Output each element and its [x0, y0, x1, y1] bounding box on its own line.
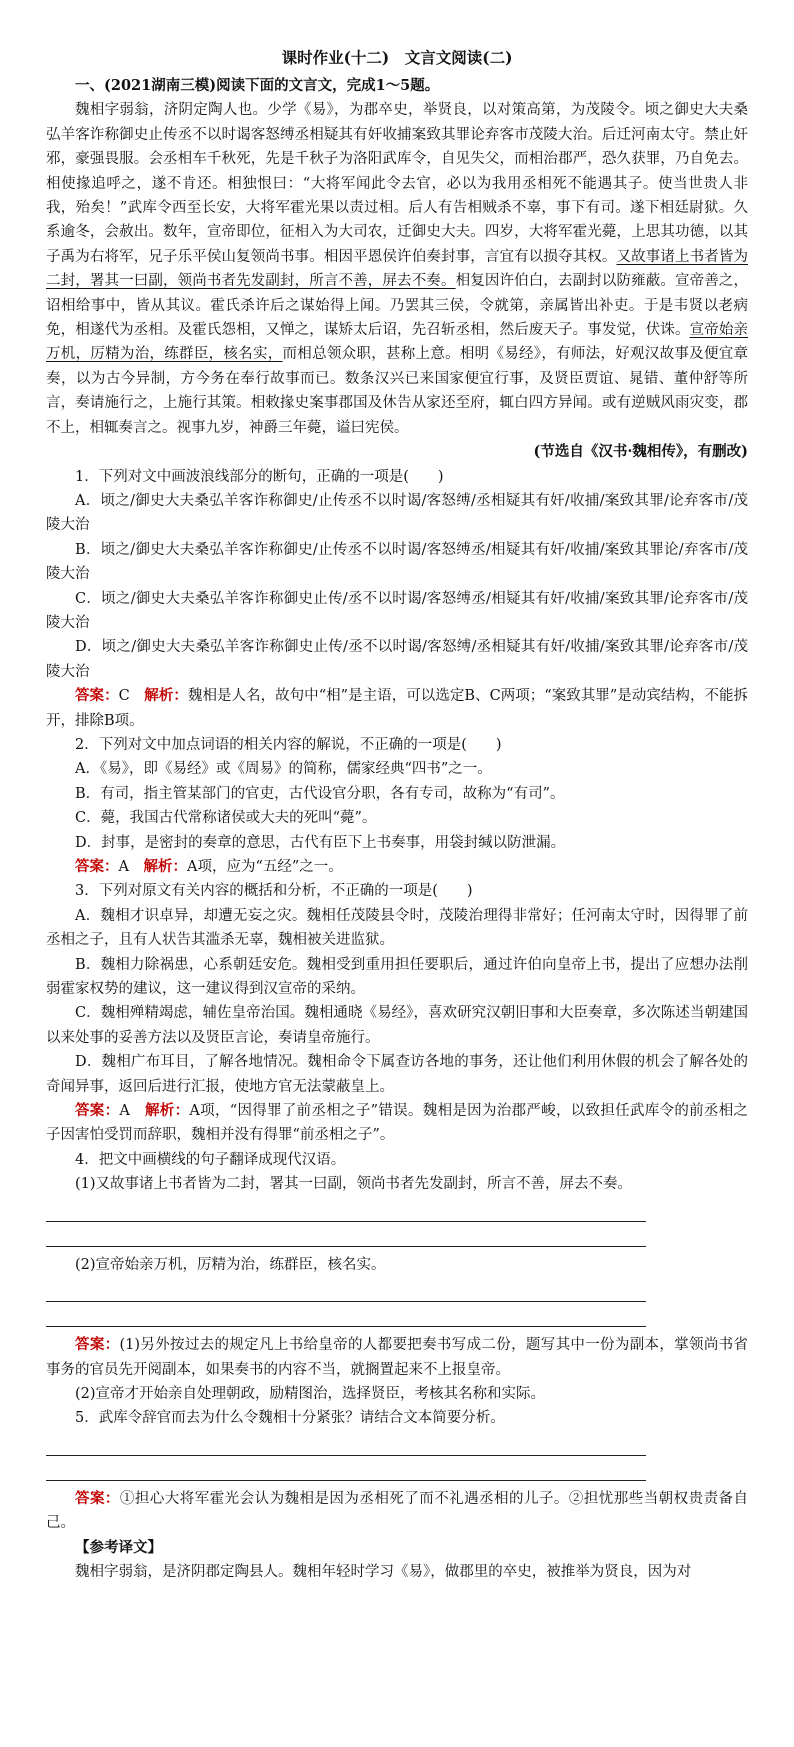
answer-line — [46, 1456, 646, 1481]
question-3-answer — [46, 1099, 748, 1148]
question-4-answer-1 — [46, 1333, 748, 1382]
answer-label: 答案： — [75, 1489, 120, 1507]
answer-text: ①担心大将军霍光会认为魏相是因为丞相死了而不礼遇丞相的儿子。②担忧那些当朝权贵责备自己。 — [46, 1490, 749, 1532]
answer-line — [46, 1222, 646, 1247]
passage-text-2: 相复因许伯白，去副封以防雍蔽。宣帝善之，诏相给事中，皆从其议。霍氏杀许后之谋始得上闻。乃罢其三侯，令就第，亲属皆出补吏。于是韦贤以老病免，相遂代为丞相。及霍氏怨相，又惮之，谋矫太后诏，先召斩丞相，然后废天子。事发觉，伏诛。 — [46, 273, 749, 339]
explanation-text: A项，应为“五经”之一。 — [186, 859, 343, 875]
explanation-text: A项，“因得罪了前丞相之子”错误。魏相是因为治郡严峻，以致担任武库令的前丞相之子因害怕受罚而辞职，魏相并没有得罪“前丞相之子”。 — [46, 1103, 749, 1144]
answer-label: 答案： — [75, 687, 119, 705]
passage-text-3: 而相总领众职，甚称上意。相明《易经》，有师法，好观汉故事及便宜章奏，以为古今异制，方今务在奉行故事而已。数条汉兴已来国家便宜行事，及贤臣贾谊、晁错、董仲舒等所言，奏请施行之，上施行其策。相敕掾史案事郡国及休告从家还至府，辄白四方异闻。或有逆贼风雨灾变，郡不上，相辄奏言之。视事九岁，神爵三年薨，谥曰宪侯。 — [46, 346, 749, 436]
question-5-stem: 5．武库令辞官而去为什么令魏相十分紧张？请结合文本简要分析。 — [75, 1410, 505, 1427]
question-1-option-a: A．顷之/御史大夫桑弘羊客诈称御史/止传丞不以时谒/客怒缚/丞相疑其有奸/收捕/案致其罪/论弃客市/茂陵大治 — [46, 492, 748, 534]
answer-label: 答案： — [75, 858, 119, 875]
question-3-option-b: B．魏相力除祸患，心系朝廷安危。魏相受到重用担任要职后，通过许伯向皇帝上书，提出了应想办法削弱霍家权势的建议，这一建议得到汉宣帝的采纳。 — [46, 956, 748, 998]
question-3-stem: 3．下列对原文有关内容的概括和分析，不正确的一项是( ) — [75, 883, 473, 900]
answer-line — [46, 1302, 646, 1327]
answer-line — [46, 1431, 646, 1456]
section-intro: 一、(2021湖南三模)阅读下面的文言文，完成1～5题。 — [75, 77, 440, 94]
explanation-label: 解析： — [143, 858, 187, 875]
answer-value: A — [119, 1103, 130, 1120]
answer-text: (1)另外按过去的规定凡上书给皇帝的人都要把奏书写成二份，题写其中一份为副本，掌领尚书省事务的官员先开阅副本，如果奏书的内容不当，就搁置起来不上报皇帝。 — [46, 1337, 749, 1378]
passage-source: (节选自《汉书·魏相传》，有删改) — [533, 443, 748, 461]
question-1-option-b: B．顷之/御史大夫桑弘羊客诈称御史/止传丞不以时谒/客怒缚丞/相疑其有奸/收捕/案致其罪论/弃客市/茂陵大治 — [46, 541, 748, 583]
question-2-answer — [46, 855, 748, 879]
answer-lines-3 — [46, 1431, 748, 1481]
question-1-answer — [46, 684, 748, 733]
underlined-sentence-2: 宣帝始亲万机，厉精为治，练群臣，核名实， — [46, 322, 749, 363]
answer-lines-2 — [46, 1277, 748, 1327]
question-2-option-b: B．有司，指主管某部门的官吏，古代设官分职，各有专司，故称为“有司”。 — [75, 785, 565, 802]
question-4-stem: 4．把文中画横线的句子翻译成现代汉语。 — [75, 1151, 346, 1168]
question-3-option-c: C．魏相殚精竭虑，辅佐皇帝治国。魏相通晓《易经》，喜欢研究汉朝旧事和大臣奏章，多次陈述当朝建国以来处事的妥善方法以及贤臣言论，奏请皇帝施行。 — [46, 1005, 748, 1046]
question-4-sentence-1: (1)又故事诸上书者皆为二封，署其一曰副，领尚书者先发副封，所言不善，屏去不奏。 — [75, 1176, 633, 1193]
answer-line — [46, 1277, 646, 1302]
answer-line — [46, 1197, 646, 1222]
explanation-label: 解析： — [145, 1102, 190, 1120]
question-3-option-d: D．魏相广布耳目，了解各地情况。魏相命令下属查访各地的事务，还让他们利用休假的机会了解各处的奇闻异事，返回后进行汇报，使地方官无法蒙蔽皇上。 — [46, 1054, 748, 1095]
explanation-label: 解析： — [144, 687, 188, 705]
passage-text-1: 魏相字弱翁，济阴定陶人也。少学《易》，为郡卒史，举贤良，以对策高第，为茂陵令。顷之御史大夫桑弘羊客诈称御史止传丞不以时谒客怒缚丞相疑其有奸收捕案致其罪论弃客市茂陵大治。后迁河南太守。禁止奸邪，豪强畏服。会丞相车千秋死，先是千秋子为洛阳武库令，自见失父，而相治郡严，恐久获罪，乃自免去。相使掾追呼之，遂不肯还。相独恨曰：“大将军闻此令去官，必以为我用丞相死不能遇其子。使当世贵人非我，殆矣！”武库令西至长安，大将军霍光果以责过相。后人有告相贼杀不辜，事下有司。遂下相廷尉狱。久系逾冬，会赦出。数年，宣帝即位，征相入为大司农，迁御史大夫。四岁，大将军霍光薨，上思其功德，以其子禹为右将军，兄子乐平侯山复领尚书事。相因平恩侯许伯奏封事，言宜有以损夺其权。 — [46, 102, 748, 265]
question-4-answer-2: (2)宣帝才开始亲自处理朝政，励精图治，选择贤臣，考核其名称和实际。 — [75, 1385, 546, 1402]
question-1-option-d: D．顷之/御史大夫桑弘羊客诈称御史止传/丞不以时谒/客怒缚/丞相疑其有奸/收捕/案致其罪/论弃客市/茂陵大治 — [46, 639, 748, 680]
answer-label: 答案： — [75, 1102, 120, 1120]
passage — [46, 98, 748, 440]
question-4-sentence-2: (2)宣帝始亲万机，厉精为治，练群臣，核名实。 — [75, 1256, 386, 1273]
question-3-option-a: A．魏相才识卓异，却遭无妄之灾。魏相任茂陵县令时，茂陵治理得非常好；任河南太守时，因得罪了前丞相之子，且有人状告其滥杀无辜，魏相被关进监狱。 — [46, 907, 748, 949]
answer-value: C — [118, 688, 130, 705]
page-title: 课时作业(十二) 文言文阅读(二) — [281, 48, 513, 67]
answer-lines-1 — [46, 1197, 748, 1247]
question-1-option-c: C．顷之/御史大夫桑弘羊客诈称御史止传/丞不以时谒/客怒缚丞/相疑其有奸/收捕/案致其罪/论弃客市/茂陵大治 — [46, 590, 748, 631]
question-1-stem: 1．下列对文中画波浪线部分的断句，正确的一项是( ) — [75, 468, 444, 485]
explanation-text: 魏相是人名，故句中“相”是主语，可以选定B、C两项；“案致其罪”是动宾结构，不能拆开，排除B项。 — [46, 688, 749, 729]
reference-translation-heading: 【参考译文】 — [75, 1538, 162, 1556]
question-5-answer — [46, 1487, 748, 1536]
question-2-option-a: A．《易》，即《易经》或《周易》的简称，儒家经典“四书”之一。 — [75, 761, 492, 778]
question-2-stem: 2．下列对文中加点词语的相关内容的解说，不正确的一项是( ) — [75, 736, 502, 753]
question-2-option-c: C．薨，我国古代常称诸侯或大夫的死叫“薨”。 — [75, 810, 377, 827]
reference-translation-text: 魏相字弱翁，是济阴郡定陶县人。魏相年轻时学习《易》，做郡里的卒史，被推举为贤良，因为对 — [75, 1563, 692, 1580]
answer-label: 答案： — [75, 1336, 120, 1354]
question-2-option-d: D．封事，是密封的奏章的意思，古代有臣下上书奏事，用袋封缄以防泄漏。 — [75, 834, 566, 851]
underlined-sentence-1: 又故事诸上书者皆为二封，署其一曰副，领尚书者先发副封，所言不善，屏去不奏。 — [46, 248, 749, 290]
answer-value: A — [118, 859, 129, 875]
